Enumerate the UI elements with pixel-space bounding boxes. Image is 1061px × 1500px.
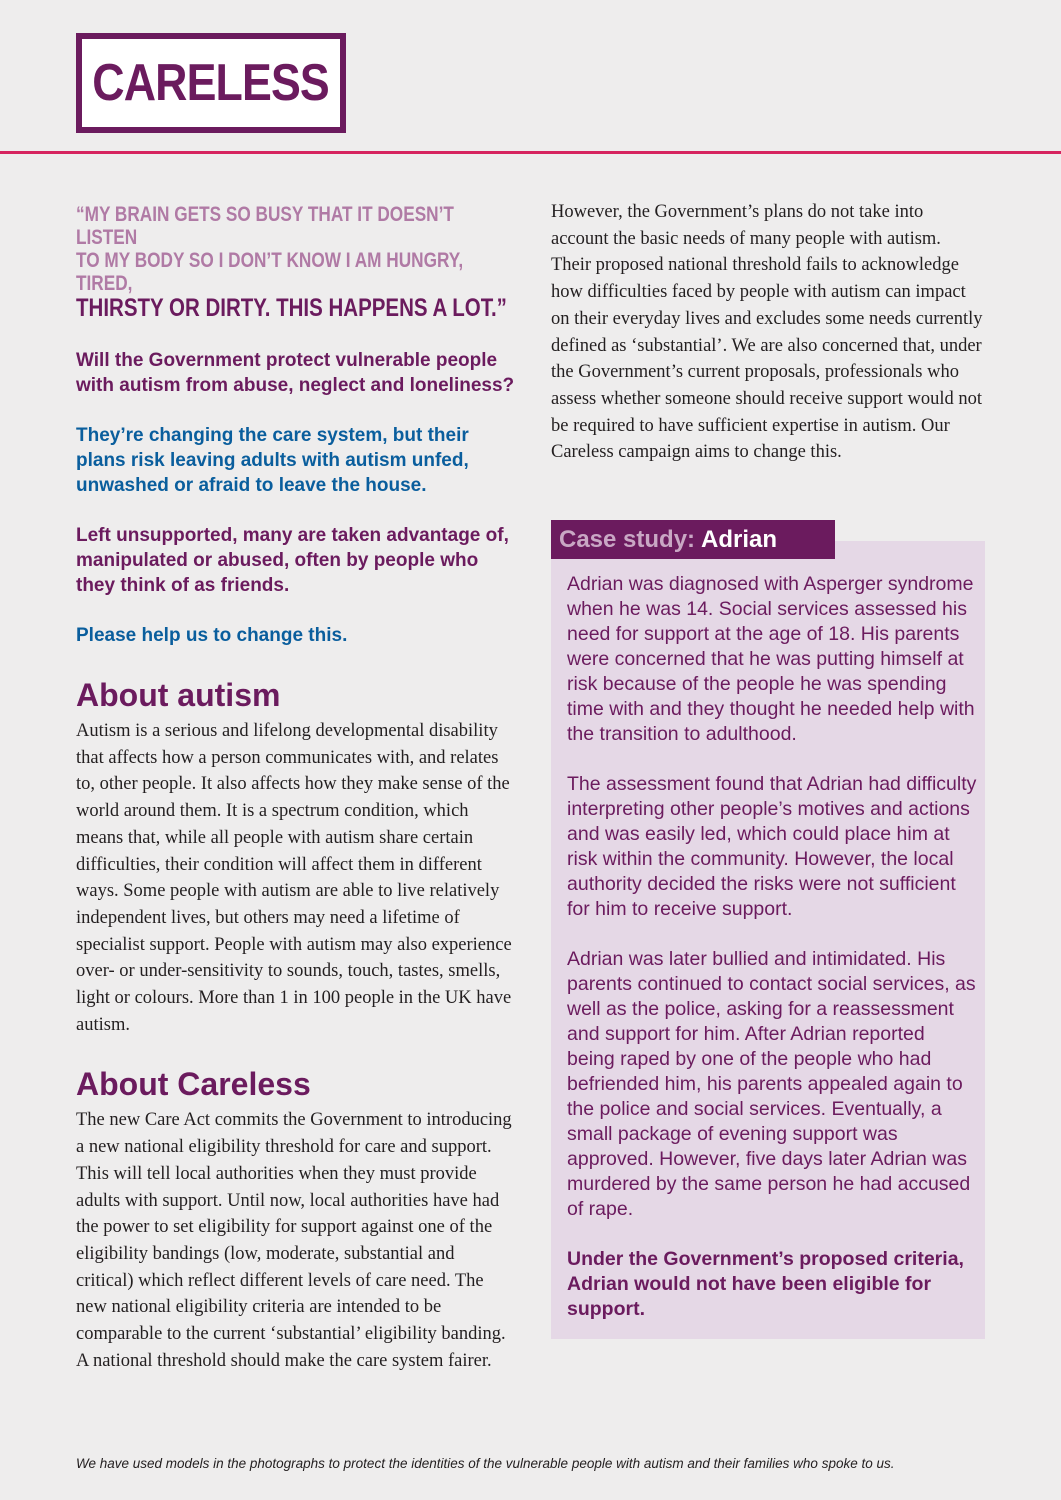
about-autism-heading: About autism [76, 677, 281, 713]
case-study-title [551, 520, 835, 559]
case-paragraph-2: The assessment found that Adrian had difficulty interpreting other people’s motives and actions and was easily led, which could place him at risk within the community. However, the local authority decided the risks were not sufficient for him to receive support. [567, 773, 977, 920]
footer-note: We have used models in the photographs to protect the identities of the vulnerable people with autism and their families who spoke to us. [76, 1456, 895, 1471]
about-careless-heading: About Careless [76, 1066, 311, 1103]
quote-line-1: “MY BRAIN GETS SO BUSY THAT IT DOESN’T LISTEN [76, 203, 454, 249]
logo-text: CARELESS [92, 54, 330, 112]
about-careless-body: The new Care Act commits the Government to introducing a new national eligibility threshold for care and support. This will tell local authorities when they must provide adults with support. Until now, local authorities have had the power to set eligibility for support against one of the eligibility bandings (low, moderate, substantial and critical) which reflect different levels of care need. The new national eligibility criteria are intended to be comparable to the current ‘substantial’ eligibility banding. A national threshold should make the care system fairer. [76, 1110, 512, 1371]
right-column [551, 199, 983, 466]
about-autism-body: Autism is a serious and lifelong developmental disability that affects how a person communicates with, and relates to, other people. It also affects how they make sense of the world around them. It is a spectrum condition, which means that, while all people with autism share certain difficulties, their condition will affect them in different ways. Some people with autism are able to live relatively independent lives, but others may need a lifetime of specialist support. People with autism may also experience over- or under-sensitivity to sounds, touch, tastes, smells, light or colours. More than 1 in 100 people in the UK have autism. [76, 721, 512, 1035]
case-conclusion: Under the Government’s proposed criteria, Adrian would not have been eligible for support. [567, 1248, 964, 1320]
lead-call-to-action: Please help us to change this. [76, 625, 348, 646]
left-column [76, 203, 516, 1374]
case-study-name: Adrian [701, 525, 778, 553]
right-intro: However, the Government’s plans do not take into account the basic needs of many people with autism. Their proposed national threshold fails to acknowledge how difficulties faced by people with autism can impact on their everyday lives and excludes some needs currently defined as ‘substantial’. We are also concerned that, under the Government’s current proposals, professionals who assess whether someone should receive support would not be required to have sufficient expertise in autism. Our Careless campaign aims to change this. [551, 202, 983, 463]
case-paragraph-1: Adrian was diagnosed with Asperger syndrome when he was 14. Social services assessed his need for support at the age of 18. His parents were concerned that he was putting himself at risk because of the people he was spending time with and they thought he needed help with the transition to adulthood. [567, 573, 975, 745]
lead-care-system: They’re changing the care system, but their plans risk leaving adults with autism unfed, unwashed or afraid to leave the house. [76, 425, 469, 496]
quote-line-2: TO MY BODY SO I DON’T KNOW I AM HUNGRY, TIRED, [76, 249, 464, 295]
case-study-label: Case study: [559, 525, 696, 553]
pull-quote [76, 203, 516, 322]
case-paragraph-3: Adrian was later bullied and intimidated. His parents continued to contact social services, as well as the police, asking for a reassessment and support for him. After Adrian reported being raped by one of the people who had befriended him, his parents appealed again to the police and social services. Eventually, a small package of evening support was approved. However, five days later Adrian was murdered by the same person he had accused of rape. [567, 948, 976, 1220]
case-study-text [567, 572, 977, 1347]
header-rule [0, 151, 1061, 154]
lead-question: Will the Government protect vulnerable people with autism from abuse, neglect and loneliness? [76, 350, 515, 396]
careless-logo [76, 33, 346, 133]
quote-line-3: THIRSTY OR DIRTY. THIS HAPPENS A LOT.” [76, 294, 507, 322]
lead-unsupported: Left unsupported, many are taken advantage of, manipulated or abused, often by people who they think of as friends. [76, 525, 509, 596]
